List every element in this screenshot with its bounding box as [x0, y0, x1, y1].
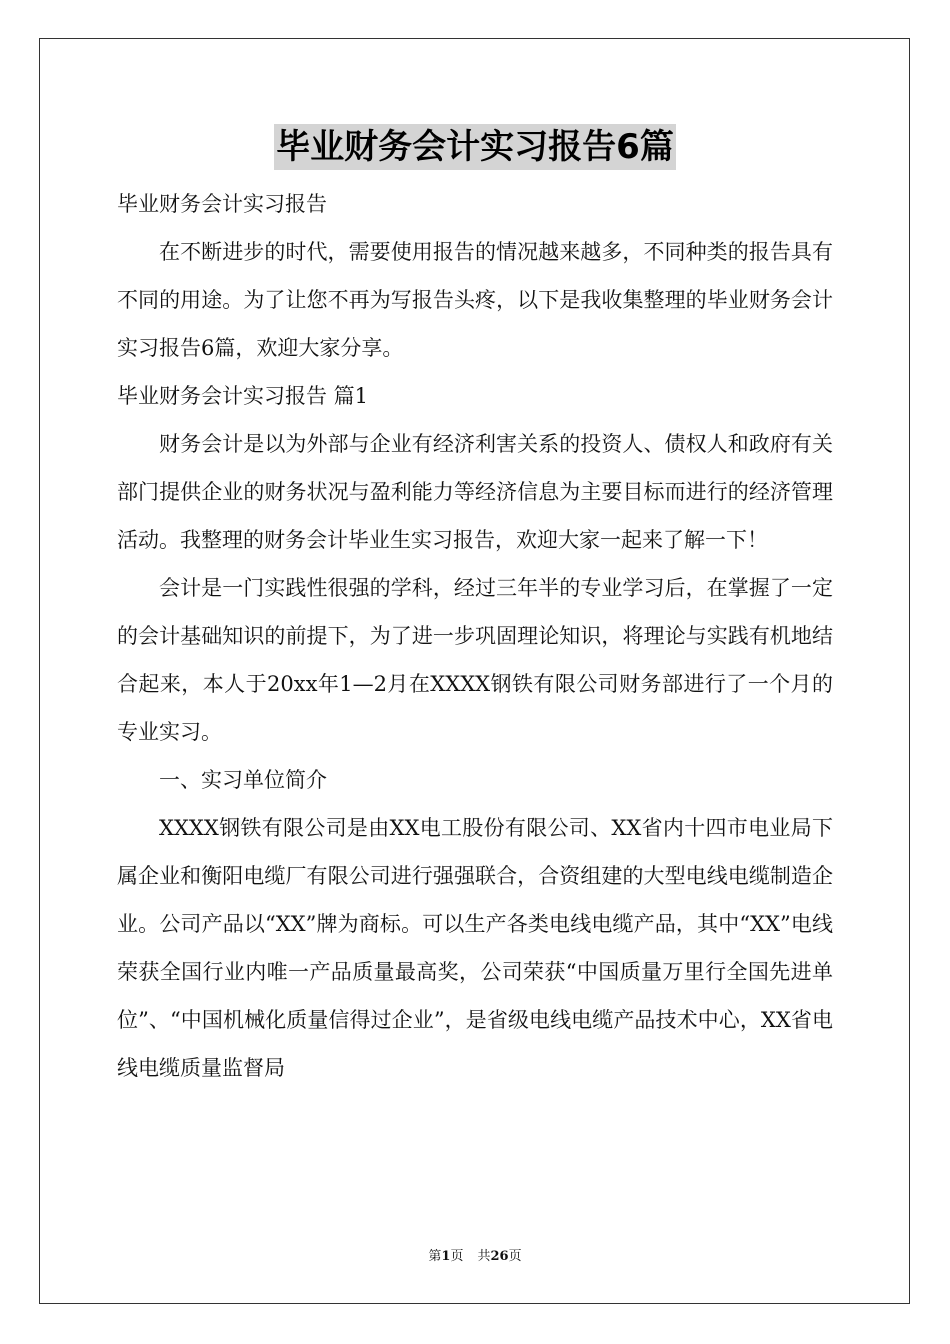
total-pages: 26: [490, 1249, 509, 1264]
paragraph-internship: 会计是一门实践性很强的学科，经过三年半的专业学习后，在掌握了一定的会计基础知识的前提下，为了进一步巩固理论知识，将理论与实践有机地结合起来，本人于20xx年1—2月在XXXX钢铁有限公司财务部进行了一个月的专业实习。: [117, 576, 833, 744]
paragraph-intro: 在不断进步的时代，需要使用报告的情况越来越多，不同种类的报告具有不同的用途。为了让您不再为写报告头疼，以下是我收集整理的毕业财务会计实习报告6篇，欢迎大家分享。: [117, 240, 833, 360]
page-number: 1: [441, 1249, 451, 1264]
total-prefix: 共: [477, 1249, 491, 1264]
paragraph-definition: 财务会计是以为外部与企业有经济利害关系的投资人、债权人和政府有关部门提供企业的财务状况与盈利能力等经济信息为主要目标而进行的经济管理活动。我整理的财务会计毕业生实习报告，欢迎大家一起来了解一下！: [117, 432, 833, 552]
page-footer: [0, 1247, 950, 1267]
document-title: 毕业财务会计实习报告6篇: [274, 124, 676, 170]
paragraph-heading: 毕业财务会计实习报告: [117, 192, 327, 216]
page-prefix: 第: [428, 1249, 442, 1264]
paragraph-company-intro: XXXX钢铁有限公司是由XX电工股份有限公司、XX省内十四市电业局下属企业和衡阳电缆厂有限公司进行强强联合，合资组建的大型电线电缆制造企业。公司产品以“XX”牌为商标。可以生产各类电线电缆产品，其中“XX”电线荣获全国行业内唯一产品质量最高奖，公司荣获“中国质量万里行全国先进单位”、“中国机械化质量信得过企业”，是省级电线电缆产品技术中心，XX省电线电缆质量监督局: [117, 816, 833, 1080]
page-suffix: 页: [450, 1249, 464, 1264]
document-body: [117, 180, 833, 1092]
title-container: [0, 124, 950, 170]
paragraph-subheading: 一、实习单位简介: [159, 768, 327, 792]
paragraph-section-heading: 毕业财务会计实习报告 篇1: [117, 384, 369, 408]
total-suffix: 页: [508, 1249, 522, 1264]
